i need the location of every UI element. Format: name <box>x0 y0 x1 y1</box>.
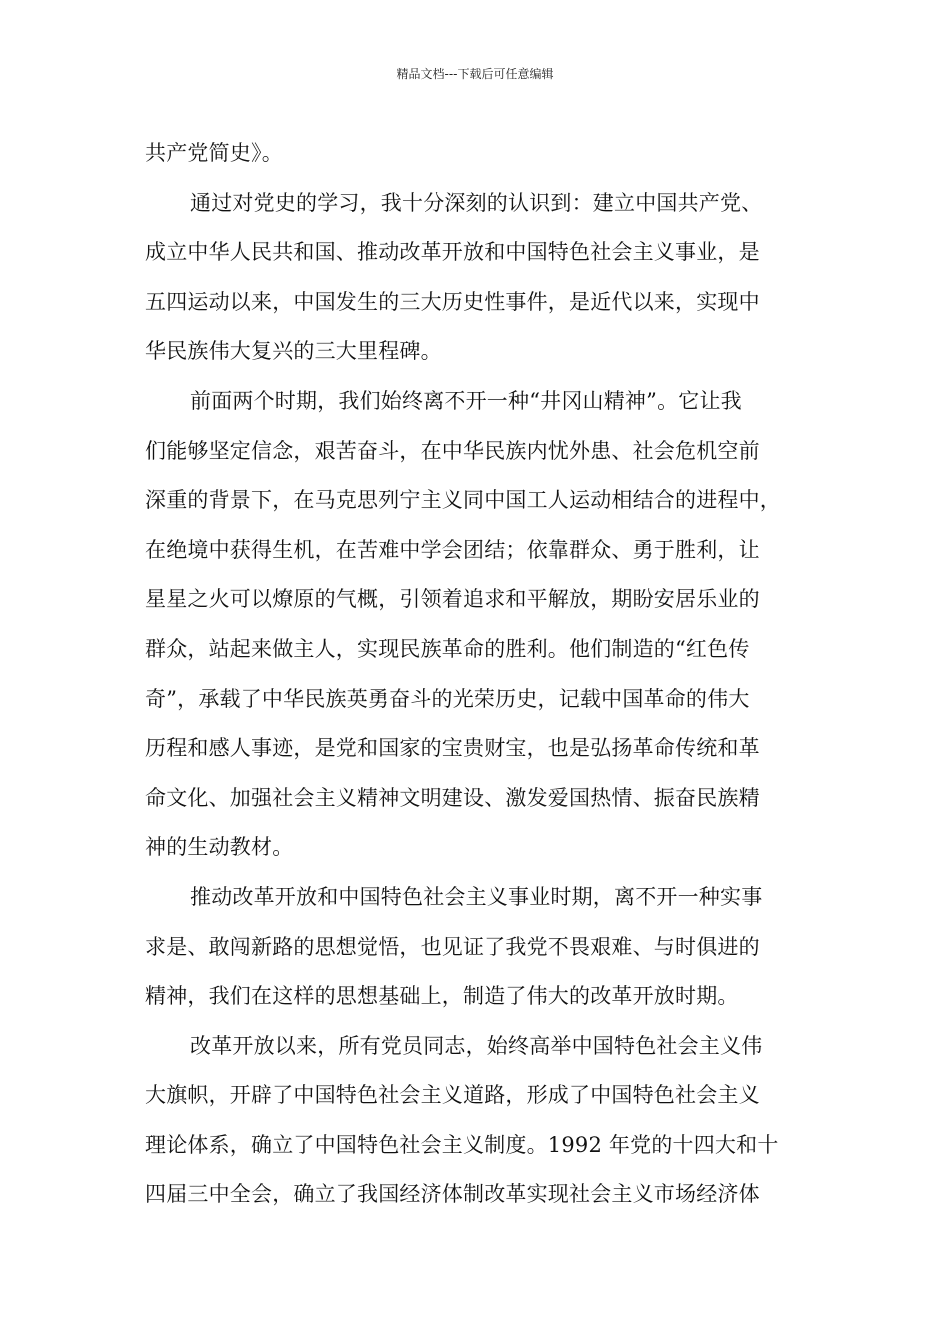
text-line: 大旗帜，开辟了中国特色社会主义道路，形成了中国特色社会主义 <box>145 1083 760 1108</box>
text-line: 神的生动教材。 <box>145 835 294 860</box>
text-line: 成立中华人民共和国、推动改革开放和中国特色社会主义事业，是 <box>145 240 760 265</box>
text-line: 星星之火可以燎原的气概，引领着追求和平解放，期盼安居乐业的 <box>145 587 760 612</box>
paragraph-start-line: 通过对党史的学习，我十分深刻的认识到：建立中国共产党、 <box>190 190 763 215</box>
text-line: 命文化、加强社会主义精神文明建设、激发爱国热情、振奋民族精 <box>145 785 760 810</box>
text-line: 五四运动以来，中国发生的三大历史性事件，是近代以来，实现中 <box>145 289 760 314</box>
text-line: 群众，站起来做主人，实现民族革命的胜利。他们制造的“红色传 <box>145 636 750 661</box>
text-line: 历程和感人事迹，是党和国家的宝贵财宝，也是弘扬革命传统和革 <box>145 736 760 761</box>
paragraph-start-line: 推动改革开放和中国特色社会主义事业时期，离不开一种实事 <box>190 884 763 909</box>
text-line: 求是、敢闯新路的思想觉悟，也见证了我党不畏艰难、与时俱进的 <box>145 934 760 959</box>
document-body <box>145 129 825 1220</box>
text-line: 在绝境中获得生机，在苦难中学会团结；依靠群众、勇于胜利，让 <box>145 537 760 562</box>
text-line: 深重的背景下，在马克思列宁主义同中国工人运动相结合的进程中， <box>145 488 781 513</box>
text-line: 们能够坚定信念，艰苦奋斗，在中华民族内忧外患、社会危机空前 <box>145 438 760 463</box>
paragraph-start-line: 前面两个时期，我们始终离不开一种“井冈山精神”。它让我 <box>190 388 742 413</box>
text-line: 华民族伟大复兴的三大里程碑。 <box>145 339 442 364</box>
text-line: 精神，我们在这样的思想基础上，制造了伟大的改革开放时期。 <box>145 984 739 1009</box>
text-line: 共产党简史》。 <box>145 141 283 165</box>
paragraph-start-line: 改革开放以来，所有党员同志，始终高举中国特色社会主义伟 <box>190 1033 763 1058</box>
page-header: 精品文档---下载后可任意编辑 <box>396 67 554 81</box>
text-line: 奇”，承载了中华民族英勇奋斗的光荣历史，记载中国革命的伟大 <box>145 686 750 711</box>
text-line: 四届三中全会，确立了我国经济体制改革实现社会主义市场经济体 <box>145 1182 760 1207</box>
text-line: 理论体系，确立了中国特色社会主义制度。1992 年党的十四大和十 <box>145 1132 779 1157</box>
